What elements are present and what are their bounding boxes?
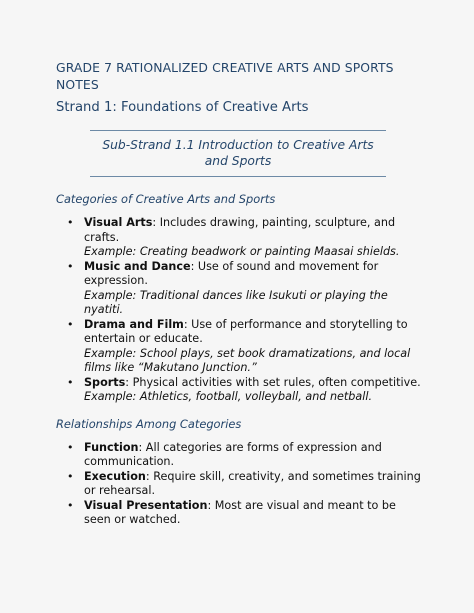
item-term: Function <box>84 440 139 454</box>
substrand-title-box <box>90 130 386 177</box>
item-term: Execution <box>84 469 146 483</box>
item-example: Example: Traditional dances like Isukuti or playing the nyatiti. <box>84 288 388 316</box>
list-item-function <box>56 441 426 470</box>
item-description: : Require skill, creativity, and sometimes training or rehearsal. <box>84 469 421 497</box>
item-term: Sports <box>84 375 126 389</box>
item-term: Drama and Film <box>84 317 184 331</box>
item-example: Example: Athletics, football, volleyball, and netball. <box>84 390 373 403</box>
item-description: : Physical activities with set rules, often competitive. <box>125 375 421 389</box>
categories-list <box>56 216 426 405</box>
relationships-heading: Relationships Among Categories <box>56 416 242 431</box>
item-term: Visual Arts <box>84 216 153 229</box>
document-title: GRADE 7 RATIONALIZED CREATIVE ARTS AND SPORTS NOTES <box>56 60 394 92</box>
item-example: Example: Creating beadwork or painting Maasai shields. <box>84 245 400 258</box>
bullet-icon: • <box>67 259 74 273</box>
item-description: : Most are visual and meant to be seen or watched. <box>84 498 396 526</box>
list-item-visual-arts <box>56 216 426 260</box>
bullet-icon: • <box>67 498 74 512</box>
item-term: Visual Presentation <box>84 498 208 512</box>
item-description: : Use of sound and movement for expression. <box>84 259 379 287</box>
categories-heading: Categories of Creative Arts and Sports <box>56 192 276 206</box>
bullet-icon: • <box>67 469 74 483</box>
bullet-icon: • <box>67 440 74 454</box>
bullet-icon: • <box>67 216 74 229</box>
item-description: : Use of performance and storytelling to entertain or educate. <box>84 317 408 345</box>
item-example: Example: School plays, set book dramatizations, and local films like “Makutano Junction.” <box>84 346 411 374</box>
substrand-title-line-1: Sub-Strand 1.1 Introduction to Creative Arts <box>102 138 374 152</box>
list-item-visual-presentation <box>56 499 426 528</box>
list-item-execution <box>56 470 426 499</box>
item-description: : All categories are forms of expression and communication. <box>84 440 382 468</box>
substrand-title-line-2: and Sports <box>204 154 272 168</box>
item-term: Music and Dance <box>84 259 191 273</box>
list-item-music-and-dance <box>56 260 426 318</box>
strand-title: Strand 1: Foundations of Creative Arts <box>56 100 309 115</box>
list-item-drama-and-film <box>56 318 426 376</box>
item-description: : Includes drawing, painting, sculpture, and crafts. <box>84 216 396 244</box>
bullet-icon: • <box>67 375 74 389</box>
relationships-list <box>56 441 426 528</box>
list-item-sports <box>56 376 426 405</box>
document-page <box>56 59 426 528</box>
bullet-icon: • <box>67 317 74 331</box>
